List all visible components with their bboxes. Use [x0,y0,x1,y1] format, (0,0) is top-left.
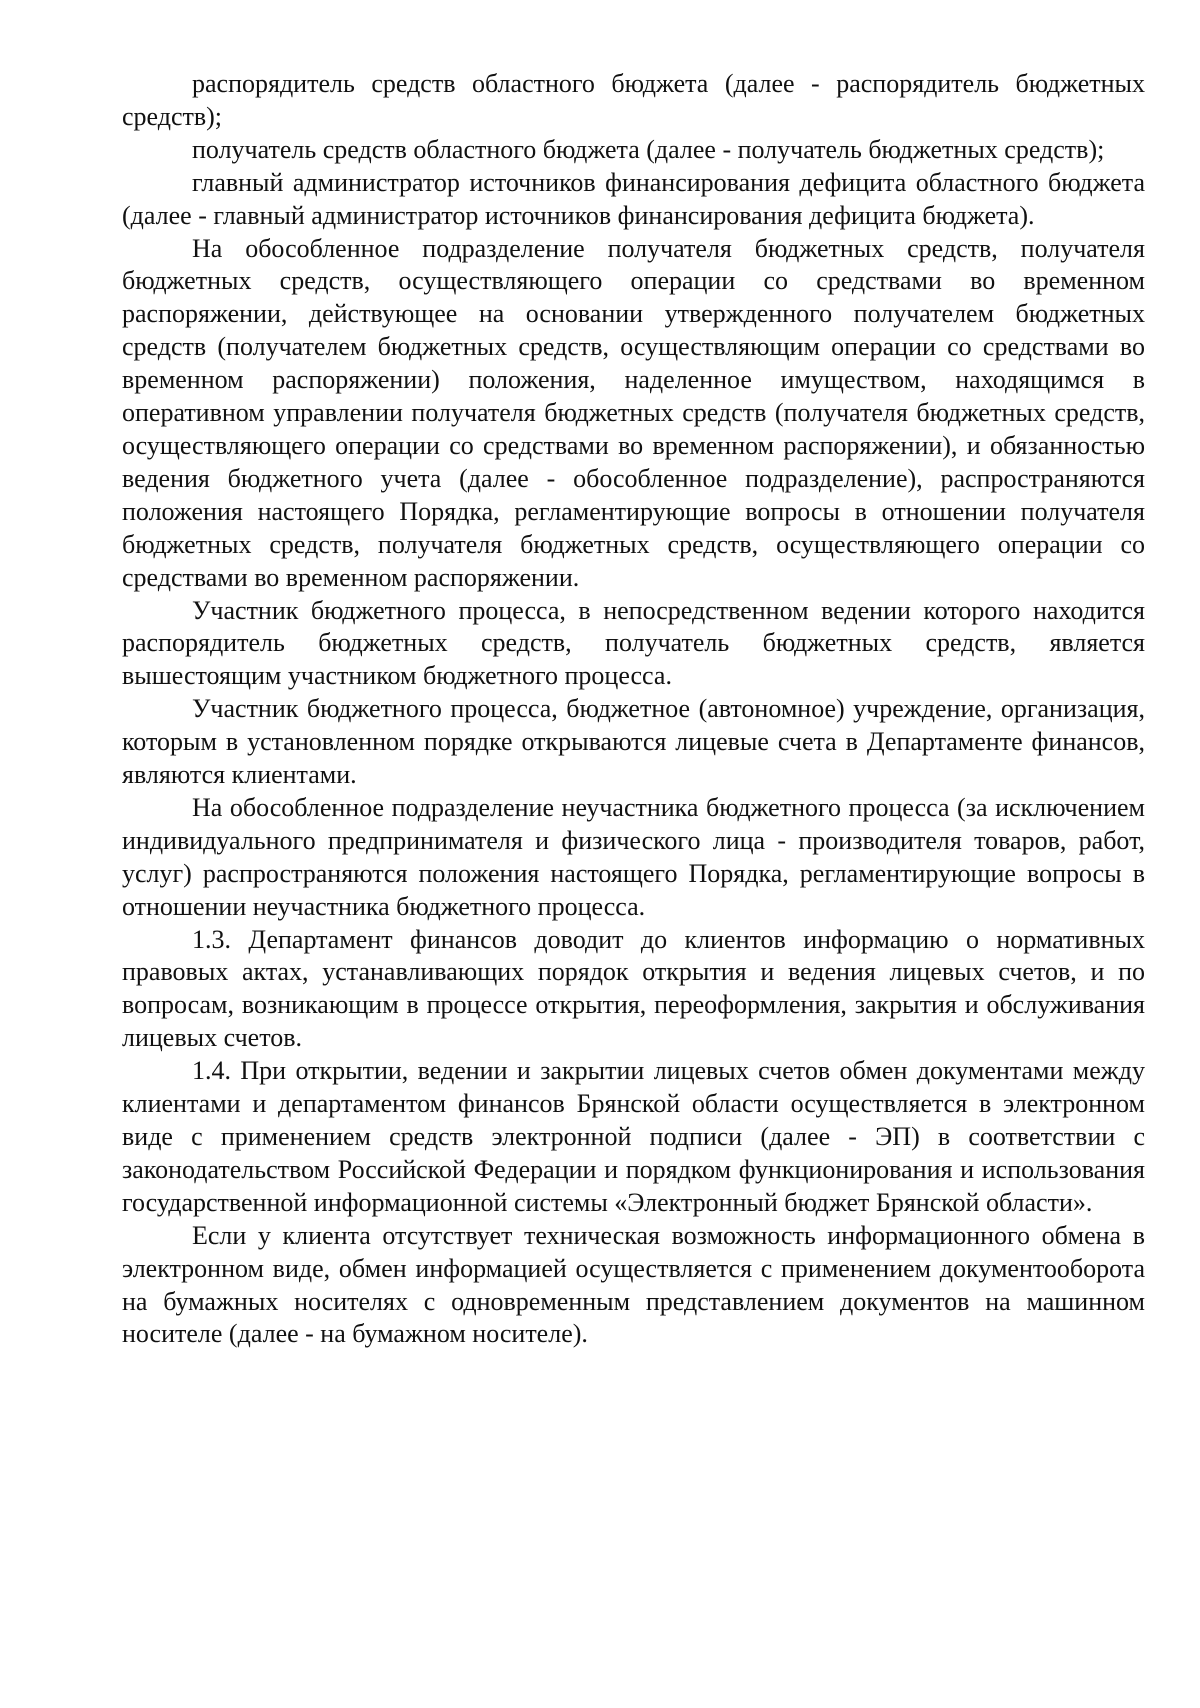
paragraph-clients: Участник бюджетного процесса, бюджетное (автономное) учреждение, организация, которым в установленном порядке открываются лицевые счета в Департаменте финансов, являются клиентами. [122,694,1145,790]
paragraph-non-participant-unit: На обособленное подразделение неучастника бюджетного процесса (за исключением индивидуального предпринимателя и физического лица - производителя товаров, работ, услуг) распространяются положения настоящего Порядка, регламентирующие вопросы в отношении неучастника бюджетного процесса. [122,792,1145,921]
paragraph-separate-unit: На обособленное подразделение получателя бюджетных средств, получателя бюджетных средств, осуществляющего операции со средствами во временном распоряжении, действующее на основании утвержденного получателем бюджетных средств (получателем бюджетных средств, осуществляющим операции со средствами во временном распоряжении) положения, наделенное имуществом, находящимся в оперативном управлении получателя бюджетных средств (получателя бюджетных средств, осуществляющего операции со средствами во временном распоряжении), и обязанностью ведения бюджетного учета (далее - обособленное подразделение), распространяются положения настоящего Порядка, регламентирующие вопросы в отношении получателя бюджетных средств, получателя бюджетных средств, осуществляющего операции со средствами во временном распоряжении. [122,233,1145,592]
paragraph-section-1-4: 1.4. При открытии, ведении и закрытии лицевых счетов обмен документами между клиентами и департаментом финансов Брянской области осуществляется в электронном виде с применением средств электронной подписи (далее - ЭП) в соответствии с законодательством Российской Федерации и порядком функционирования и использования государственной информационной системы «Электронный бюджет Брянской области». [122,1056,1145,1217]
paragraph-paper-exchange: Если у клиента отсутствует техническая возможность информационного обмена в электронном виде, обмен информацией осуществляется с применением документооборота на бумажных носителях с одновременным представлением документов на машинном носителе (далее - на бумажном носителе). [122,1220,1145,1349]
paragraph-section-1-3: 1.3. Департамент финансов доводит до клиентов информацию о нормативных правовых актах, устанавливающих порядок открытия и ведения лицевых счетов, и по вопросам, возникающим в процессе открытия, переоформления, закрытия и обслуживания лицевых счетов. [122,924,1145,1053]
document-body [122,68,1145,1351]
paragraph-chief-administrator: главный администратор источников финансирования дефицита областного бюджета (далее - главный администратор источников финансирования дефицита бюджета). [122,167,1145,230]
paragraph-budget-manager: распорядитель средств областного бюджета (далее - распорядитель бюджетных средств); [122,69,1145,131]
paragraph-superior-participant: Участник бюджетного процесса, в непосредственном ведении которого находится распорядитель бюджетных средств, получатель бюджетных средств, является вышестоящим участником бюджетного процесса. [122,595,1145,691]
paragraph-budget-recipient: получатель средств областного бюджета (далее - получатель бюджетных средств); [192,134,1105,164]
